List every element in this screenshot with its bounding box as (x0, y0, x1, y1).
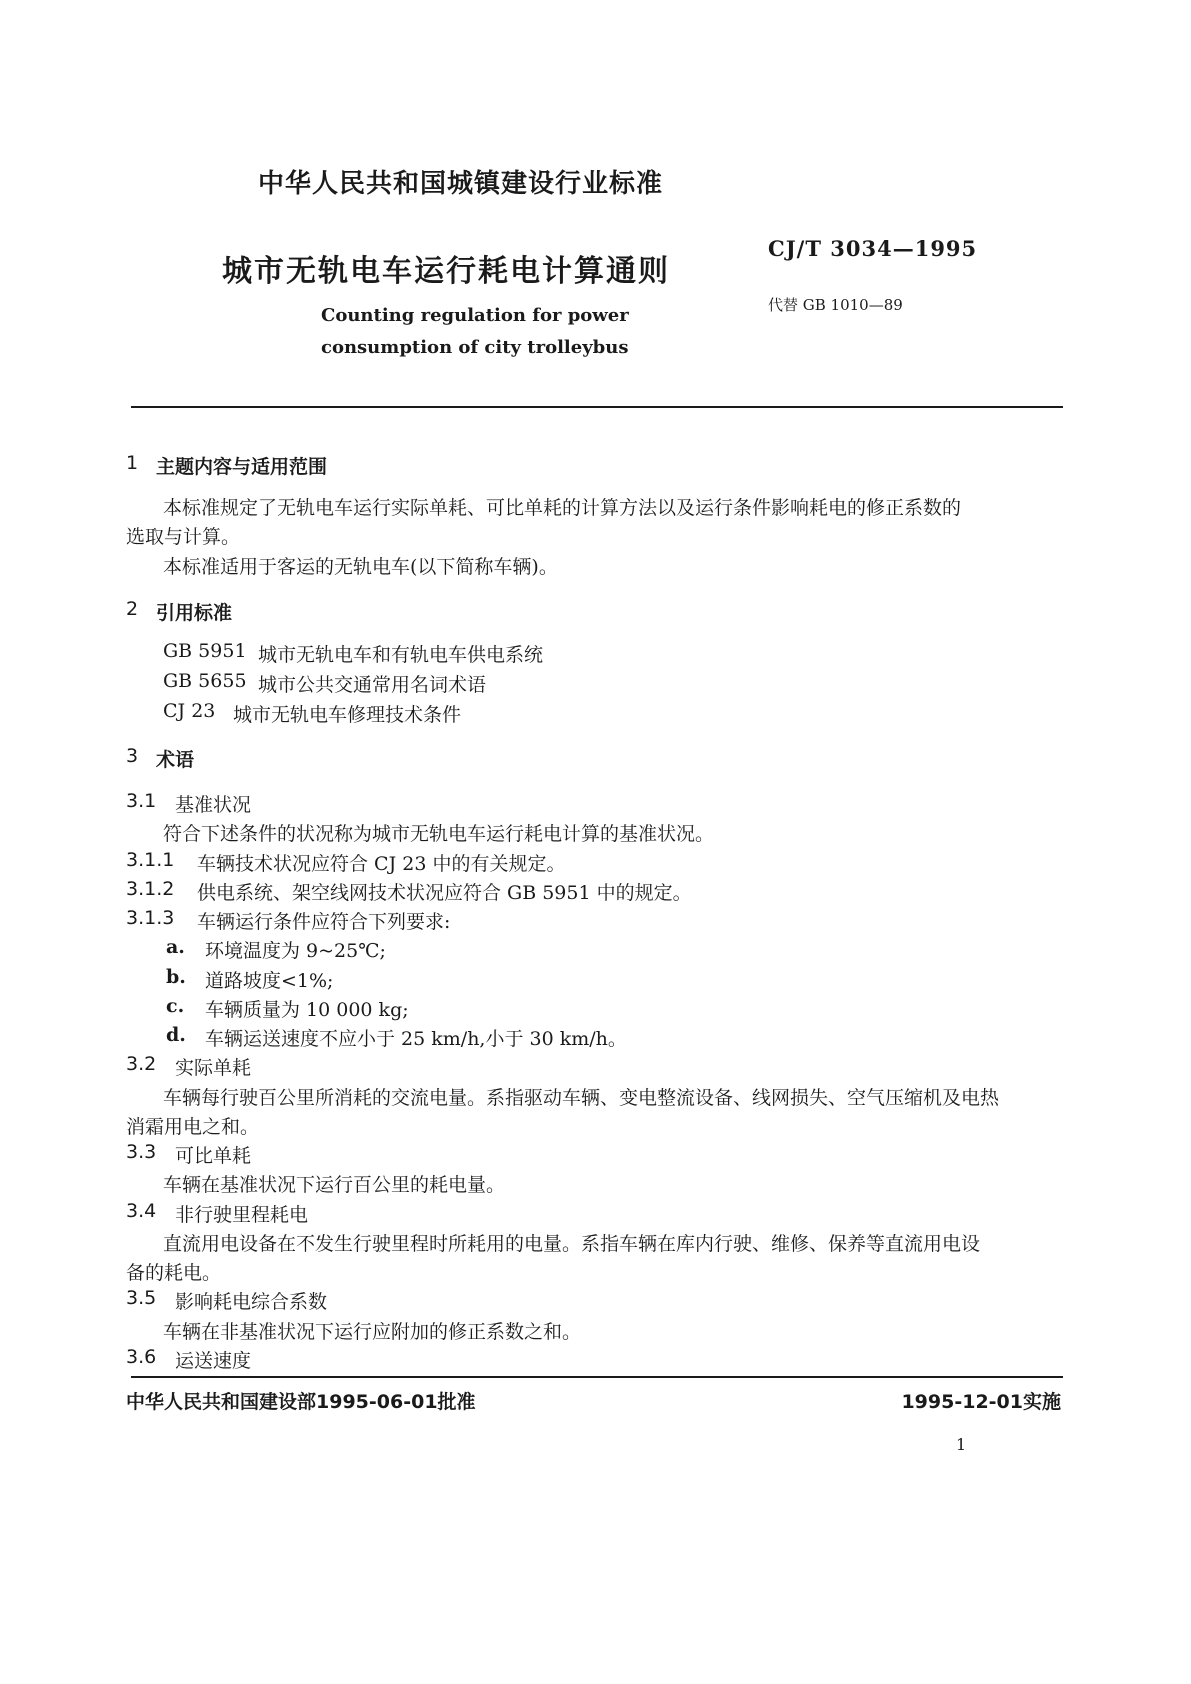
effective-date: 1995-12-01实施 (901, 1391, 1061, 1413)
clause-number: 3.4 (126, 1200, 157, 1222)
doc-title: 城市无轨电车运行耗电计算通则 (222, 254, 670, 289)
section-number: 2 (126, 598, 139, 620)
paragraph-line: 车辆每行驶百公里所消耗的交流电量。系指驱动车辆、变电整流设备、线网损失、空气压缩机及电热 (163, 1087, 1000, 1109)
paragraph-line: 符合下述条件的状况称为城市无轨电车运行耗电计算的基准状况。 (163, 823, 715, 845)
list-item-label: b. (166, 966, 186, 988)
section-title: 术语 (156, 749, 195, 771)
list-item-label: a. (166, 936, 185, 958)
reference-name: 城市无轨电车修理技术条件 (233, 704, 462, 726)
section-title: 主题内容与适用范围 (156, 456, 328, 478)
list-item: 车辆运送速度不应小于 25 km/h,小于 30 km/h。 (205, 1028, 627, 1050)
reference-code: CJ 23 (163, 700, 216, 722)
section-number: 3 (126, 745, 139, 767)
reference-code: GB 5951 (163, 640, 247, 662)
paragraph-line: 供电系统、架空线网技术状况应符合 GB 5951 中的规定。 (197, 882, 692, 904)
replaces-note: 代替 GB 1010—89 (768, 296, 903, 314)
clause-number: 3.1.1 (126, 849, 175, 871)
paragraph-line: 消霜用电之和。 (126, 1116, 260, 1138)
paragraph-line: 车辆在非基准状况下运行应附加的修正系数之和。 (163, 1321, 582, 1343)
approval-note: 中华人民共和国建设部1995-06-01批准 (126, 1391, 476, 1413)
clause-title: 基准状况 (175, 794, 252, 816)
clause-number: 3.1.2 (126, 878, 175, 900)
paragraph-line: 本标准适用于客运的无轨电车(以下简称车辆)。 (163, 556, 558, 578)
org-title: 中华人民共和国城镇建设行业标准 (258, 169, 664, 199)
list-item: 道路坡度<1%; (205, 970, 334, 992)
clause-title: 影响耗电综合系数 (175, 1291, 328, 1313)
clause-title: 非行驶里程耗电 (175, 1204, 309, 1226)
standard-code: CJ/T 3034—1995 (768, 236, 978, 261)
reference-name: 城市公共交通常用名词术语 (258, 674, 487, 696)
paragraph-line: 车辆技术状况应符合 CJ 23 中的有关规定。 (197, 853, 566, 875)
clause-title: 实际单耗 (175, 1057, 252, 1079)
clause-number: 3.3 (126, 1141, 157, 1163)
section-title: 引用标准 (156, 602, 233, 624)
list-item: 车辆质量为 10 000 kg; (205, 999, 409, 1021)
list-item-label: d. (166, 1024, 186, 1046)
paragraph-line: 选取与计算。 (126, 526, 241, 548)
page-number: 1 (956, 1435, 967, 1454)
clause-number: 3.2 (126, 1053, 157, 1075)
clause-number: 3.6 (126, 1346, 157, 1368)
paragraph-line: 直流用电设备在不发生行驶里程时所耗用的电量。系指车辆在库内行驶、维修、保养等直流用电设 (163, 1233, 981, 1255)
footer-divider (131, 1376, 1063, 1378)
header-divider (131, 406, 1063, 408)
paragraph-line: 备的耗电。 (126, 1262, 222, 1284)
paragraph-line: 车辆在基准状况下运行百公里的耗电量。 (163, 1174, 506, 1196)
reference-code: GB 5655 (163, 670, 247, 692)
reference-name: 城市无轨电车和有轨电车供电系统 (258, 644, 544, 666)
paragraph-line: 车辆运行条件应符合下列要求: (197, 911, 451, 933)
clause-number: 3.5 (126, 1287, 157, 1309)
english-title-line2: consumption of city trolleybus (321, 337, 629, 358)
clause-title: 运送速度 (175, 1350, 252, 1372)
clause-number: 3.1 (126, 790, 157, 812)
clause-title: 可比单耗 (175, 1145, 252, 1167)
paragraph-line: 本标准规定了无轨电车运行实际单耗、可比单耗的计算方法以及运行条件影响耗电的修正系数的 (163, 497, 962, 519)
section-number: 1 (126, 452, 139, 474)
english-title-line1: Counting regulation for power (321, 305, 629, 326)
clause-number: 3.1.3 (126, 907, 175, 929)
list-item-label: c. (166, 995, 185, 1017)
list-item: 环境温度为 9~25℃; (205, 940, 386, 962)
